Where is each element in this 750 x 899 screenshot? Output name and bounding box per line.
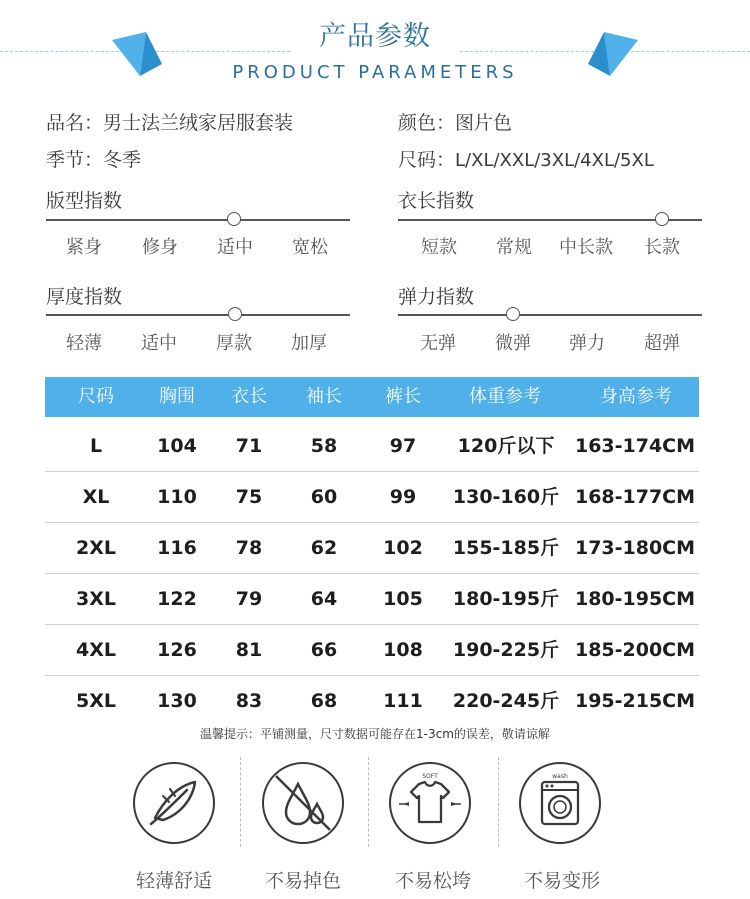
index-length-option: 短款 xyxy=(421,237,457,258)
table-cell: 5XL xyxy=(76,690,116,712)
table-cell: 130 xyxy=(157,690,197,712)
index-fit-title: 版型指数 xyxy=(46,190,123,212)
info-color-value: 图片色 xyxy=(455,112,513,134)
table-cell: 83 xyxy=(235,690,263,712)
info-name-label: 品名： xyxy=(46,112,104,134)
feature-divider xyxy=(240,757,241,847)
table-cell: 163-174CM xyxy=(574,435,696,457)
table-cell: 79 xyxy=(235,588,263,610)
feature-label: 不易松垮 xyxy=(394,870,471,892)
table-header-cell: 尺码 xyxy=(78,386,114,407)
feather-icon xyxy=(133,762,215,844)
index-elasticity-option: 微弹 xyxy=(495,333,531,354)
index-fit-knob xyxy=(227,212,241,226)
index-elasticity-title: 弹力指数 xyxy=(398,286,475,308)
feature-colorfast-badge xyxy=(262,762,344,844)
table-header-cell: 身高参考 xyxy=(600,386,672,407)
table-row xyxy=(45,421,699,472)
table-cell: 71 xyxy=(235,435,263,457)
feature-no-sag-badge xyxy=(389,762,471,844)
table-cell: 126 xyxy=(157,639,197,661)
wash-icon-text: wash xyxy=(551,772,568,780)
table-cell: 2XL xyxy=(76,537,116,559)
index-elasticity-option: 弹力 xyxy=(569,333,605,354)
index-thickness-option: 轻薄 xyxy=(66,333,102,354)
feature-no-deform-badge xyxy=(519,762,601,844)
index-length-option: 中长款 xyxy=(559,237,613,258)
info-name-value: 男士法兰绒家居服套装 xyxy=(103,112,294,134)
index-thickness-track xyxy=(46,314,350,316)
table-cell: 4XL xyxy=(76,639,116,661)
index-thickness-option: 适中 xyxy=(141,333,177,354)
table-header-cell: 胸围 xyxy=(159,386,195,407)
table-cell: 60 xyxy=(310,486,338,508)
index-length-knob xyxy=(655,212,669,226)
table-cell: 102 xyxy=(383,537,423,559)
table-cell: 105 xyxy=(383,588,423,610)
index-elasticity-option: 无弹 xyxy=(420,333,456,354)
water-drop-icon xyxy=(262,762,344,844)
table-cell: 62 xyxy=(310,537,338,559)
table-cell: 111 xyxy=(383,690,423,712)
info-color-label: 颜色： xyxy=(398,112,456,134)
info-season xyxy=(46,145,141,172)
info-season-value: 冬季 xyxy=(103,149,142,171)
table-cell: 66 xyxy=(310,639,338,661)
info-color xyxy=(398,108,512,135)
soft-icon-text: SOFT xyxy=(421,772,438,780)
table-cell: 180-195CM xyxy=(574,588,696,610)
table-row xyxy=(45,523,699,574)
table-row xyxy=(45,472,699,523)
index-thickness-title: 厚度指数 xyxy=(46,286,123,308)
info-season-label: 季节： xyxy=(46,149,104,171)
table-cell: 68 xyxy=(310,690,338,712)
soft-shirt-icon xyxy=(389,762,471,844)
index-thickness-option: 厚款 xyxy=(216,333,252,354)
table-header xyxy=(45,377,699,417)
table-cell: 220-245斤 xyxy=(452,690,560,712)
page-subtitle: PRODUCT PARAMETERS xyxy=(232,62,518,83)
table-row xyxy=(45,676,699,727)
table-row xyxy=(45,574,699,625)
table-cell: 195-215CM xyxy=(574,690,696,712)
table-cell: 155-185斤 xyxy=(452,537,560,559)
table-cell: L xyxy=(89,435,103,457)
table-cell: 78 xyxy=(235,537,263,559)
table-cell: XL xyxy=(82,486,110,508)
table-cell: 58 xyxy=(310,435,338,457)
table-cell: 180-195斤 xyxy=(452,588,560,610)
table-row xyxy=(45,625,699,676)
page-title: 产品参数 xyxy=(319,21,431,52)
left-arrow-triangle-icon xyxy=(110,30,166,78)
table-cell: 185-200CM xyxy=(574,639,696,661)
feature-label: 轻薄舒适 xyxy=(135,870,212,892)
index-elasticity-track xyxy=(398,314,702,316)
index-fit-option: 紧身 xyxy=(66,237,102,258)
index-length-option: 常规 xyxy=(496,237,532,258)
feature-divider xyxy=(498,757,499,847)
index-length-option: 长款 xyxy=(644,237,680,258)
table-cell: 108 xyxy=(383,639,423,661)
table-cell: 122 xyxy=(157,588,197,610)
table-cell: 3XL xyxy=(76,588,116,610)
table-header-cell: 袖长 xyxy=(306,386,342,407)
washing-machine-icon xyxy=(519,762,601,844)
index-elasticity-knob xyxy=(506,307,520,321)
feature-label: 不易掉色 xyxy=(264,870,341,892)
index-fit-option: 修身 xyxy=(142,237,178,258)
feature-label: 不易变形 xyxy=(523,870,600,892)
feature-lightweight-badge xyxy=(133,762,215,844)
table-header-cell: 裤长 xyxy=(385,386,421,407)
index-fit-option: 宽松 xyxy=(292,237,328,258)
feature-divider xyxy=(368,757,369,847)
info-name xyxy=(46,108,293,135)
index-thickness-option: 加厚 xyxy=(291,333,327,354)
table-cell: 110 xyxy=(157,486,197,508)
table-header-cell: 体重参考 xyxy=(469,386,541,407)
index-length-title: 衣长指数 xyxy=(398,190,475,212)
table-cell: 168-177CM xyxy=(574,486,696,508)
table-cell: 190-225斤 xyxy=(452,639,560,661)
table-cell: 81 xyxy=(235,639,263,661)
table-cell: 97 xyxy=(389,435,417,457)
table-cell: 130-160斤 xyxy=(452,486,560,508)
index-elasticity-option: 超弹 xyxy=(644,333,680,354)
table-cell: 64 xyxy=(310,588,338,610)
index-thickness-knob xyxy=(228,307,242,321)
table-cell: 104 xyxy=(157,435,197,457)
table-cell: 99 xyxy=(389,486,417,508)
measurement-note: 温馨提示：平铺测量，尺寸数据可能存在1-3cm的误差，敬请谅解 xyxy=(200,727,550,741)
info-size-value: L/XL/XXL/3XL/4XL/5XL xyxy=(455,150,654,171)
table-cell: 120斤以下 xyxy=(457,435,555,457)
index-fit-option: 适中 xyxy=(217,237,253,258)
table-cell: 173-180CM xyxy=(574,537,696,559)
info-size xyxy=(398,145,654,172)
table-header-cell: 衣长 xyxy=(231,386,267,407)
info-size-label: 尺码： xyxy=(398,149,456,171)
right-arrow-triangle-icon xyxy=(584,30,640,78)
table-cell: 116 xyxy=(157,537,197,559)
index-fit-track xyxy=(46,219,350,221)
table-cell: 75 xyxy=(235,486,263,508)
